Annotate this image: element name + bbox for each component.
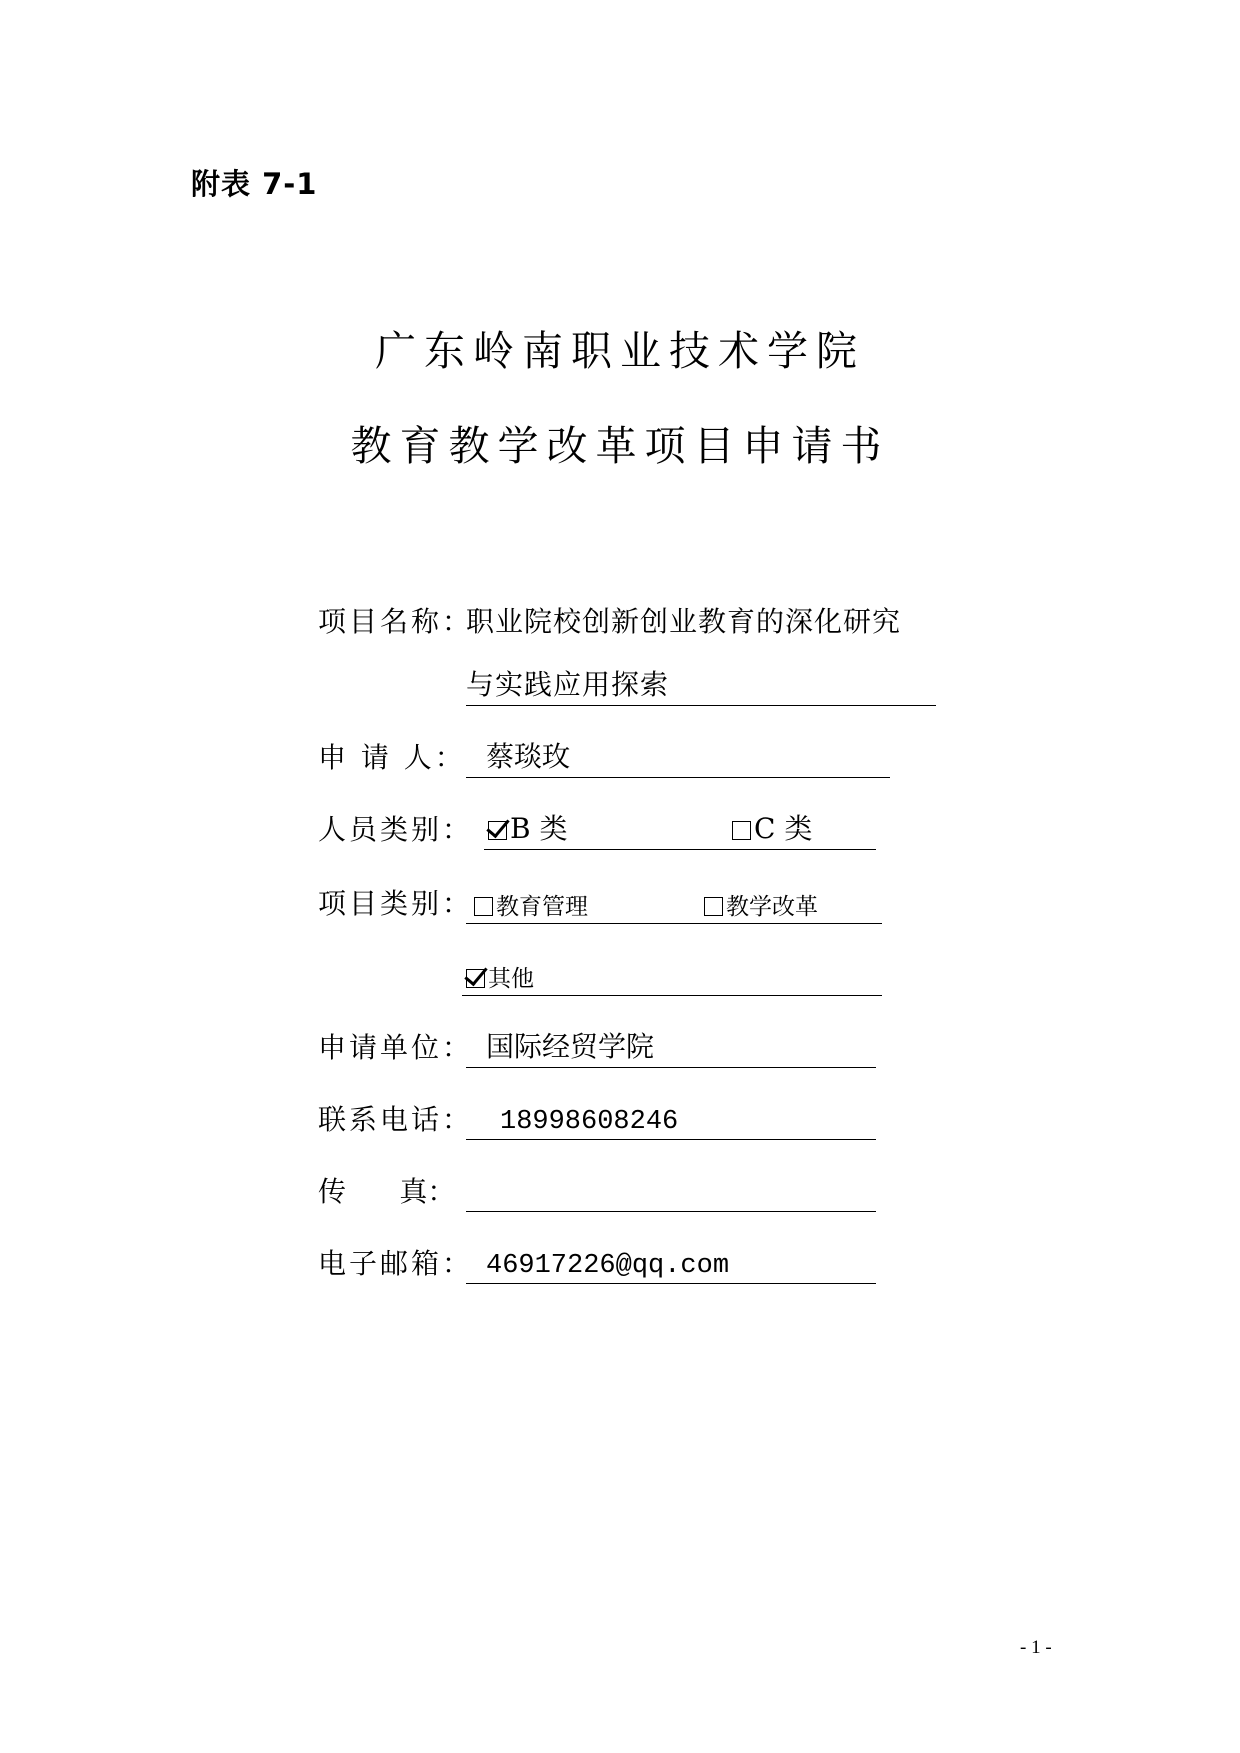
checkbox-checked-icon[interactable] — [488, 821, 507, 840]
option-education-management[interactable] — [474, 888, 588, 921]
fax-row — [0, 1166, 1240, 1216]
fax-label — [318, 1170, 455, 1210]
email-field[interactable] — [466, 1239, 876, 1284]
annex-label: 附表 7-1 — [191, 167, 318, 201]
checkbox-empty-icon[interactable] — [474, 897, 493, 916]
applicant-row — [0, 732, 1240, 782]
project-category-field — [466, 879, 882, 924]
project-name-value-line1: 职业院校创新创业教育的深化研究 — [466, 605, 902, 638]
project-name-field[interactable] — [466, 598, 936, 642]
project-category-label: 项目类别： — [318, 887, 474, 920]
project-name-label: 项目名称： — [318, 605, 474, 638]
project-name-row — [0, 596, 1240, 646]
email-row — [0, 1238, 1240, 1288]
phone-label: 联系电话： — [318, 1103, 474, 1136]
option-other-label: 其他 — [488, 966, 534, 992]
project-name-row-2 — [0, 660, 1240, 710]
project-name-value-line2: 与实践应用探索 — [466, 668, 670, 701]
title-line-1: 广东岭南职业技术学院 — [375, 327, 865, 375]
project-category-row-2 — [0, 950, 1240, 1000]
email-value: 46917226@qq.com — [486, 1251, 730, 1281]
applicant-label: 申 请 人： — [318, 741, 466, 774]
unit-label: 申请单位： — [318, 1031, 474, 1064]
checkbox-checked-icon[interactable] — [466, 969, 485, 988]
personnel-category-label: 人员类别： — [318, 813, 474, 846]
option-c-class-label: C 类 — [754, 812, 813, 845]
unit-value: 国际经贸学院 — [486, 1030, 655, 1063]
unit-field[interactable] — [466, 1023, 876, 1068]
option-b-class[interactable] — [488, 807, 567, 847]
applicant-value: 蔡琰玫 — [486, 740, 571, 773]
unit-row — [0, 1022, 1240, 1072]
option-teaching-reform-label: 教学改革 — [726, 894, 818, 920]
project-category-row — [0, 878, 1240, 928]
option-c-class[interactable] — [732, 807, 812, 847]
page-number: - 1 - — [1020, 1637, 1052, 1658]
checkbox-empty-icon[interactable] — [704, 897, 723, 916]
checkbox-empty-icon[interactable] — [732, 821, 751, 840]
phone-value: 18998608246 — [500, 1107, 679, 1137]
applicant-field[interactable] — [466, 733, 890, 778]
title-line-2: 教育教学改革项目申请书 — [350, 422, 890, 470]
phone-field[interactable] — [466, 1095, 876, 1140]
personnel-category-field — [484, 805, 876, 850]
email-label: 电子邮箱： — [318, 1247, 474, 1280]
option-b-class-label: B 类 — [510, 812, 568, 845]
phone-row — [0, 1094, 1240, 1144]
fax-field[interactable] — [466, 1167, 876, 1212]
project-name-field-2[interactable] — [466, 661, 936, 706]
fax-label-text: 传 真： — [318, 1175, 456, 1208]
option-other[interactable] — [466, 960, 534, 993]
option-teaching-reform[interactable] — [704, 888, 818, 921]
project-category-field-2 — [462, 951, 882, 996]
personnel-category-row — [0, 804, 1240, 854]
option-education-management-label: 教育管理 — [496, 894, 588, 920]
